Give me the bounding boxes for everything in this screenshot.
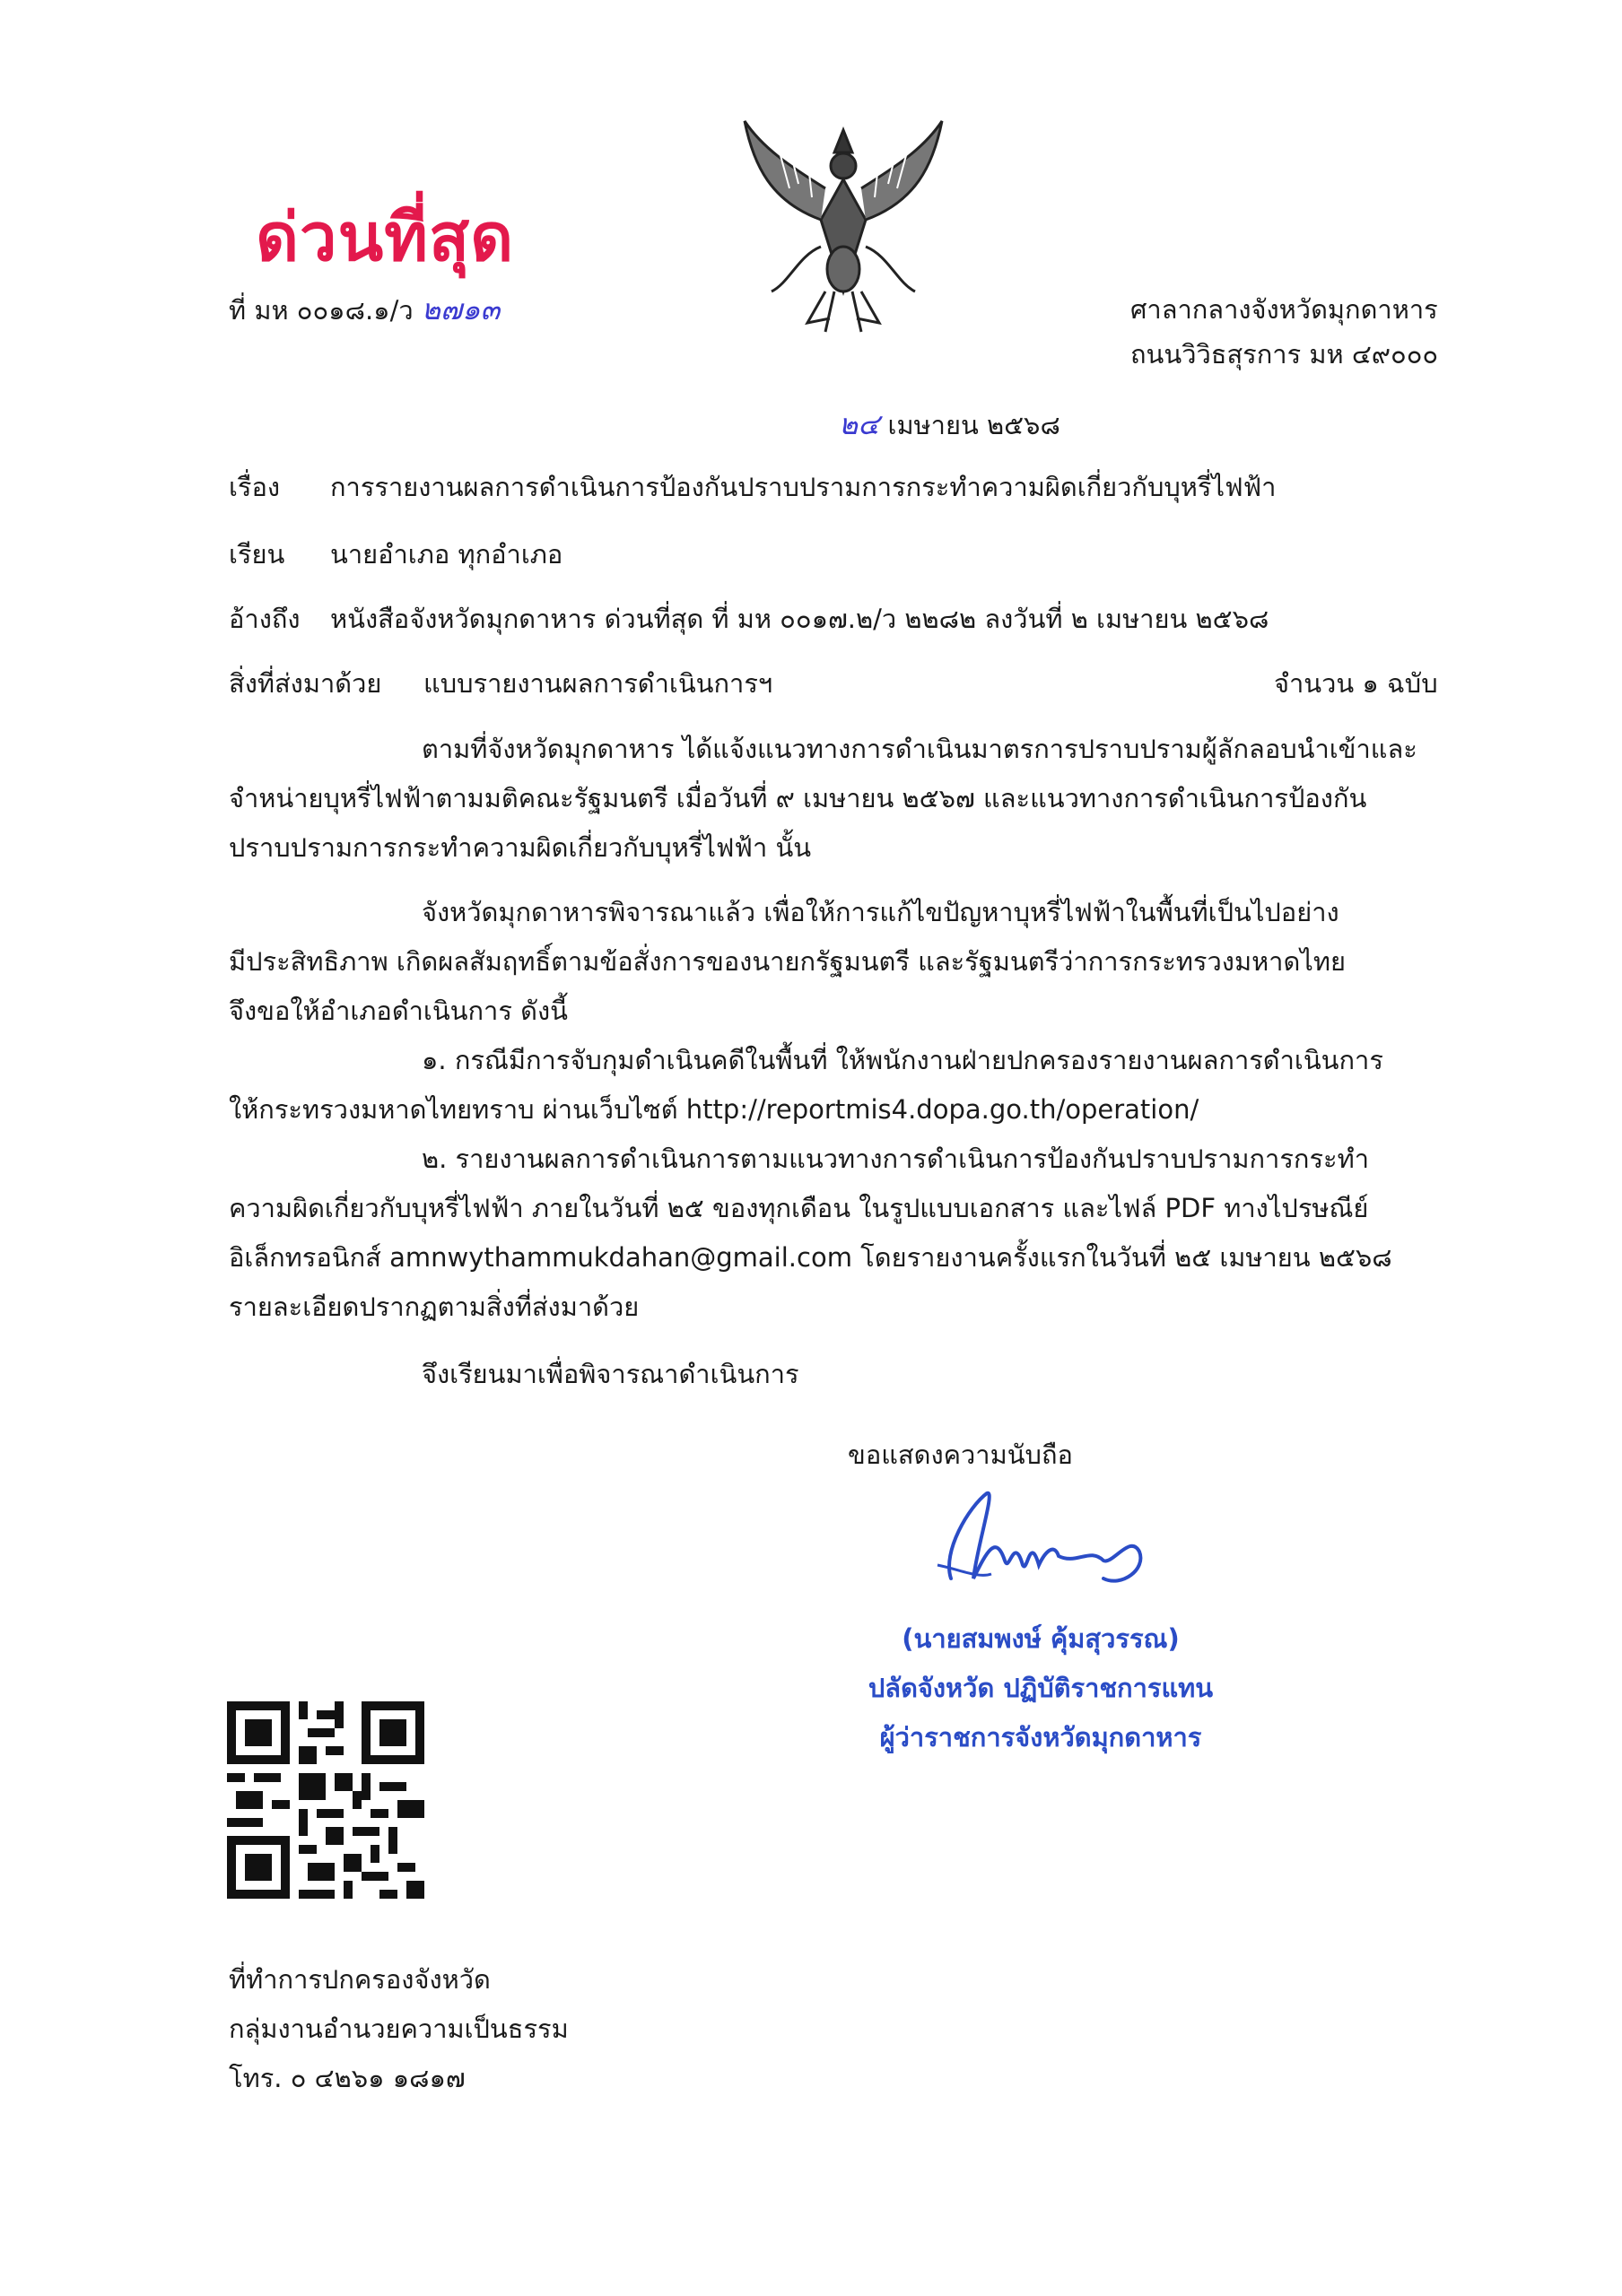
signature-icon — [924, 1480, 1175, 1605]
subject-text: การรายงานผลการดำเนินการป้องกันปราบปรามการกระทำความผิดเกี่ยวกับบุหรี่ไฟฟ้า — [330, 472, 1277, 502]
paragraph-line: ตามที่จังหวัดมุกดาหาร ได้แจ้งแนวทางการดำเนินมาตรการปราบปรามผู้ลักลอบนำเข้าและ — [422, 734, 1417, 764]
reference-label: อ้างถึง — [229, 604, 301, 634]
paragraph-1 — [229, 725, 1467, 873]
paragraph-line: จำหน่ายบุหรี่ไฟฟ้าตามมติคณะรัฐมนตรี เมื่อวันที่ ๙ เมษายน ๒๕๖๗ และแนวทางการดำเนินการป้องกัน — [229, 783, 1367, 813]
item-1 — [229, 1036, 1467, 1135]
footer-line-1: ที่ทำการปกครองจังหวัด — [229, 1964, 491, 1995]
regards-text: ขอแสดงความนับถือ — [848, 1439, 1073, 1470]
reference-number-handwritten: ๒๗๑๓ — [421, 292, 501, 326]
garuda-emblem-icon — [736, 112, 951, 336]
enclosure-text: แบบรายงานผลการดำเนินการฯ — [423, 668, 773, 699]
qr-code-icon — [227, 1701, 424, 1899]
enclosure-label: สิ่งที่ส่งมาด้วย — [229, 668, 382, 699]
sender-address-line2: ถนนวิวิธสุรการ มห ๔๙๐๐๐ — [1130, 339, 1439, 370]
paragraph-line: จึงขอให้อำเภอดำเนินการ ดังนี้ — [229, 996, 568, 1026]
subject-label: เรื่อง — [229, 472, 281, 502]
sender-address-line1: ศาลากลางจังหวัดมุกดาหาร — [1130, 294, 1438, 325]
signatory-position-2: ผู้ว่าราชการจังหวัดมุกดาหาร — [879, 1722, 1202, 1752]
to-label: เรียน — [229, 539, 285, 570]
closing-text: จึงเรียนมาเพื่อพิจารณาดำเนินการ — [422, 1359, 799, 1389]
paragraph-line: ปราบปรามการกระทำความผิดเกี่ยวกับบุหรี่ไฟฟ้า นั้น — [229, 832, 812, 863]
paragraph-line: มีประสิทธิภาพ เกิดผลสัมฤทธิ์ตามข้อสั่งการของนายกรัฐมนตรี และรัฐมนตรีว่าการกระทรวงมหาดไทย — [229, 946, 1346, 977]
footer-line-3: โทร. ๐ ๔๒๖๑ ๑๘๑๗ — [229, 2063, 466, 2093]
letter-date — [839, 400, 1060, 450]
enclosure-count: จำนวน ๑ ฉบับ — [1274, 668, 1438, 699]
to-text: นายอำเภอ ทุกอำเภอ — [330, 539, 563, 570]
reference-text: หนังสือจังหวัดมุกดาหาร ด่วนที่สุด ที่ มห ๐๐๑๗.๒/ว ๒๒๘๒ ลงวันที่ ๒ เมษายน ๒๕๖๘ — [330, 604, 1269, 634]
paragraph-line: ให้กระทรวงมหาดไทยทราบ ผ่านเว็บไซต์ http://reportmis4.dopa.go.th/operation/ — [229, 1094, 1199, 1125]
signatory-block — [780, 1614, 1301, 1762]
paragraph-line: ๑. กรณีมีการจับกุมดำเนินคดีในพื้นที่ ให้พนักงานฝ่ายปกครองรายงานผลการดำเนินการ — [422, 1045, 1383, 1075]
date-month-year: เมษายน ๒๕๖๘ — [887, 410, 1060, 440]
signatory-name: (นายสมพงษ์ คุ้มสุวรรณ) — [902, 1623, 1180, 1654]
signatory-position-1: ปลัดจังหวัด ปฏิบัติราชการแทน — [868, 1673, 1214, 1703]
date-day-handwritten: ๒๔ — [839, 407, 880, 441]
urgency-stamp: ด่วนที่สุด — [256, 199, 515, 276]
paragraph-line: จังหวัดมุกดาหารพิจารณาแล้ว เพื่อให้การแก้ไขปัญหาบุหรี่ไฟฟ้าในพื้นที่เป็นไปอย่าง — [422, 897, 1339, 927]
paragraph-line: ๒. รายงานผลการดำเนินการตามแนวทางการดำเนินการป้องกันปราบปรามการกระทำ — [422, 1144, 1370, 1174]
paragraph-line: อิเล็กทรอนิกส์ amnwythammukdahan@gmail.com โดยรายงานครั้งแรกในวันที่ ๒๕ เมษายน ๒๕๖๘ — [229, 1242, 1392, 1273]
reference-prefix: ที่ มห ๐๐๑๘.๑/ว — [229, 295, 414, 326]
paragraph-2 — [229, 888, 1467, 1036]
reference-number — [229, 285, 500, 335]
paragraph-line: ความผิดเกี่ยวกับบุหรี่ไฟฟ้า ภายในวันที่ ๒๕ ของทุกเดือน ในรูปแบบเอกสาร และไฟล์ PDF ทางไปรษณีย์ — [229, 1193, 1369, 1223]
footer-line-2: กลุ่มงานอำนวยความเป็นธรรม — [229, 2013, 569, 2044]
paragraph-line: รายละเอียดปรากฏตามสิ่งที่ส่งมาด้วย — [229, 1292, 640, 1322]
item-2 — [229, 1135, 1467, 1332]
